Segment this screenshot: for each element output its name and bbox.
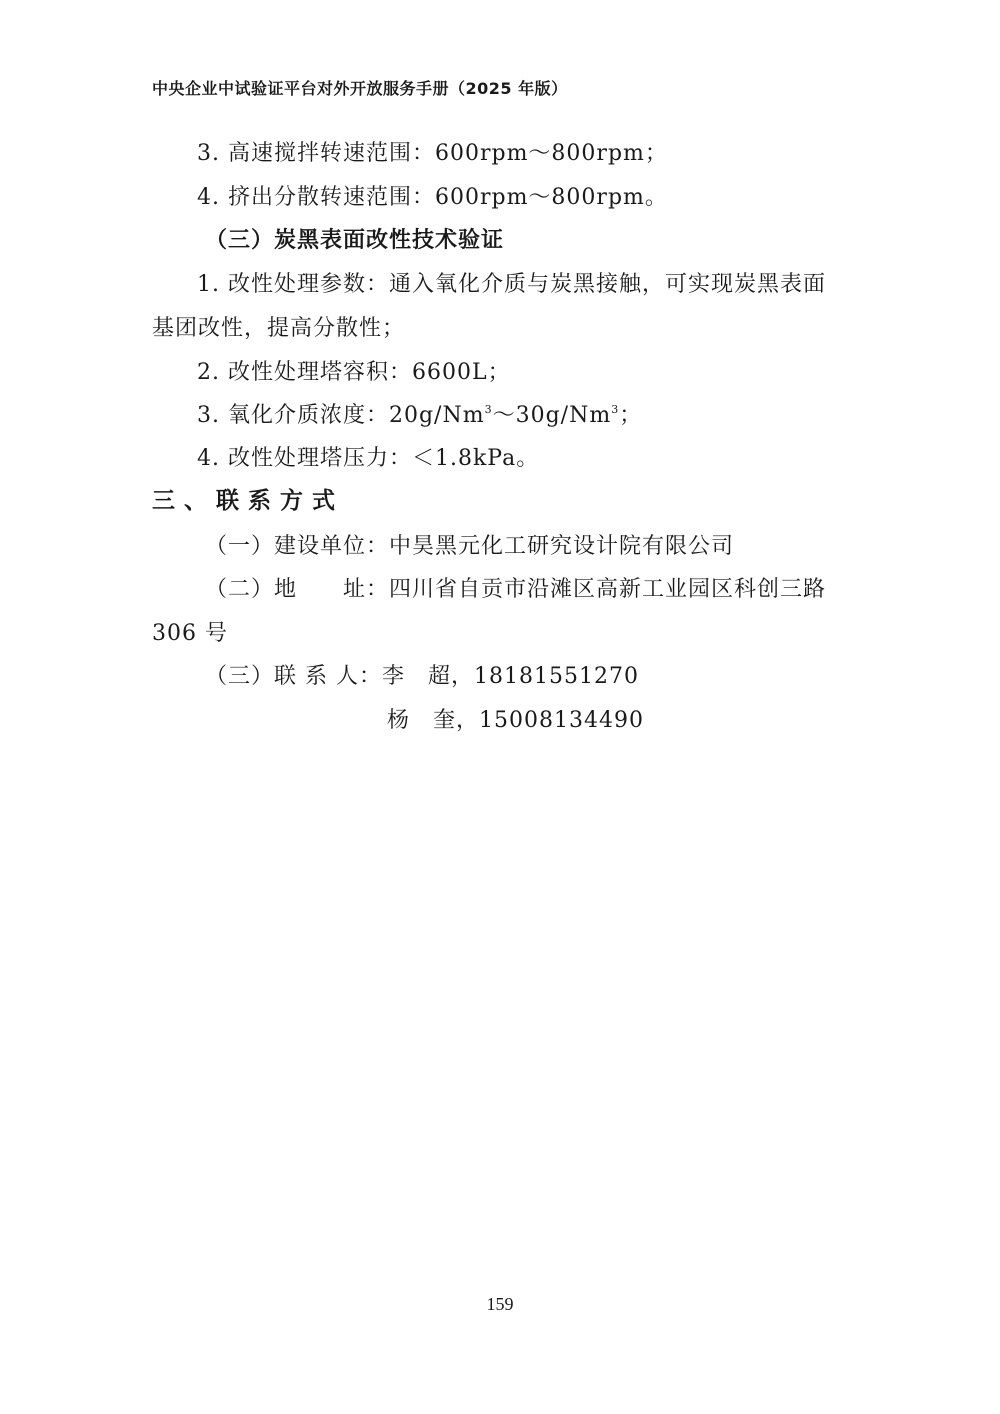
concentration-text-mid: ～30g/Nm bbox=[492, 403, 612, 428]
address-label-first-char: （二）地 bbox=[205, 577, 298, 602]
address-value: 四川省自贡市沿滩区高新工业园区科创三路 bbox=[389, 577, 827, 602]
item-modification-parameters-continued: 基团改性，提高分散性； bbox=[152, 316, 406, 341]
item-extrusion-speed: 4. 挤出分散转速范围：600rpm～800rpm。 bbox=[197, 185, 668, 210]
contact-phone-yang: 15008134490 bbox=[479, 708, 644, 733]
address-value-continued: 306 号 bbox=[152, 621, 228, 646]
page-number: 159 bbox=[486, 1294, 514, 1314]
concentration-text-start: 3. 氧化介质浓度：20g/Nm bbox=[197, 403, 485, 428]
running-header: 中央企业中试验证平台对外开放服务手册（2025 年版） bbox=[152, 79, 568, 98]
cubic-superscript: 3 bbox=[484, 403, 493, 416]
item-modification-parameters: 1. 改性处理参数：通入氧化介质与炭黑接触，可实现炭黑表面 bbox=[197, 272, 826, 297]
address-label-second-char: 址： bbox=[343, 577, 390, 602]
contact-name-li: 李 超， bbox=[382, 664, 475, 689]
construction-unit-label: （一）建设单位： bbox=[205, 534, 390, 559]
item-high-speed-stirring: 3. 高速搅拌转速范围：600rpm～800rpm； bbox=[197, 141, 668, 166]
contact-phone-li: 18181551270 bbox=[474, 664, 639, 689]
subsection-heading-carbon-black-modification: （三）炭黑表面改性技术验证 bbox=[205, 228, 505, 253]
address-row bbox=[205, 572, 826, 603]
contact-row-2 bbox=[387, 703, 644, 734]
cubic-superscript: 3 bbox=[611, 403, 620, 416]
item-tower-volume: 2. 改性处理塔容积：6600L； bbox=[197, 360, 511, 385]
contact-label: （三）联 系 人： bbox=[205, 664, 382, 689]
section-heading-contact: 三、联系方式 bbox=[152, 488, 344, 514]
contact-name-yang: 杨 奎， bbox=[387, 708, 480, 733]
item-oxidant-concentration bbox=[197, 398, 642, 429]
concentration-text-end: ； bbox=[619, 403, 643, 428]
construction-unit-value: 中昊黑元化工研究设计院有限公司 bbox=[389, 534, 735, 559]
contact-row-1 bbox=[205, 659, 639, 690]
construction-unit-row bbox=[205, 529, 734, 560]
item-tower-pressure: 4. 改性处理塔压力：＜1.8kPa。 bbox=[197, 446, 540, 471]
